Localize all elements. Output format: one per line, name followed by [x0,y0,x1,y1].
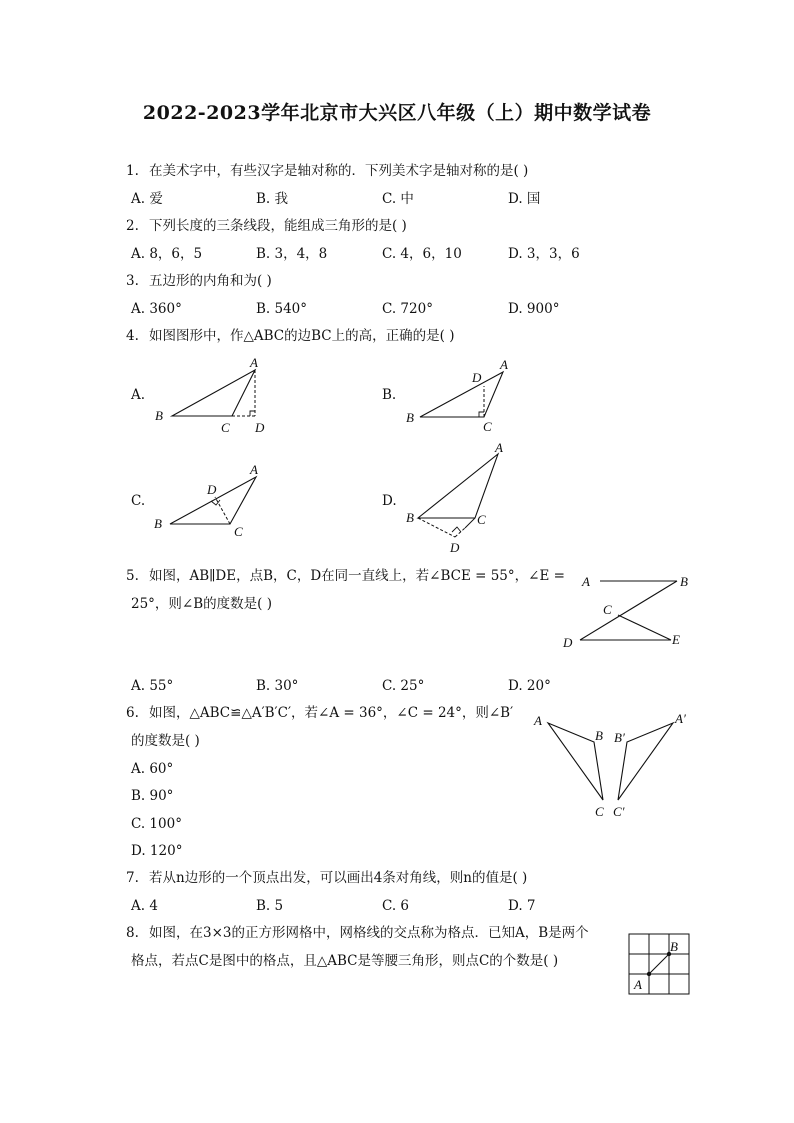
q2-number: 2. [126,218,139,234]
q4a-label-c: C [221,420,230,435]
q6-option-b[interactable]: B. 90° [131,788,174,804]
q4-option-a[interactable]: A. [131,387,146,403]
q2-text: 下列长度的三条线段，能组成三角形的是( ) [149,218,407,234]
q5-option-a[interactable]: A. 55° [131,678,174,694]
q4-number: 4. [126,328,139,344]
q5-text-line2: 25°，则∠B的度数是( ) [131,596,272,612]
q3-option-d[interactable]: D. 900° [508,301,560,317]
q6-option-d[interactable]: D. 120° [131,843,183,859]
q2-option-c[interactable]: C. 4，6，10 [382,246,462,262]
q3-option-c[interactable]: C. 720° [382,301,433,317]
q4c-label-b: B [154,516,162,531]
q7-option-b[interactable]: B. 5 [256,898,284,914]
q7-option-d[interactable]: D. 7 [508,898,536,914]
q6-option-a[interactable]: A. 60° [131,761,174,777]
q4d-label-a: A [495,440,503,455]
q4a-label-b: B [155,408,163,423]
q1-option-c[interactable]: C. 中 [382,191,414,207]
q6-label-a: A [534,713,542,728]
q4b-label-c: C [483,419,492,434]
q8-grid-figure [625,930,695,1000]
page-title: 2022-2023学年北京市大兴区八年级（上）期中数学试卷 [142,102,652,124]
q5-number: 5. [126,568,139,584]
q5-label-d: D [563,635,573,650]
q4c-label-d: D [207,482,217,497]
q7-text: 若从n边形的一个顶点出发，可以画出4条对角线，则n的值是( ) [149,870,528,886]
q4-figure-d [400,440,530,560]
q8-text-line1: 如图，在3×3的正方形网格中，网格线的交点称为格点．已知A，B是两个 [149,925,589,941]
q4-figure-b [400,352,530,437]
q5-option-d[interactable]: D. 20° [508,678,551,694]
q5-label-a: A [582,574,590,589]
q7-option-a[interactable]: A. 4 [131,898,158,914]
q4-figure-a [150,352,280,437]
q2-option-a[interactable]: A. 8，6，5 [131,246,203,262]
q6-label-a-prime: A′ [675,711,686,726]
q1-option-d[interactable]: D. 国 [508,191,541,207]
q5-option-c[interactable]: C. 25° [382,678,425,694]
q4a-label-d: D [255,420,265,435]
q6-label-c-prime: C′ [613,804,625,819]
q8-label-a: A [634,977,642,992]
q8-number: 8. [126,925,139,941]
q5-label-c: C [603,602,612,617]
q6-text-line2: 的度数是( ) [131,733,200,749]
q4d-label-d: D [450,540,460,555]
q6-figure [528,705,708,825]
q6-label-b: B [595,728,603,743]
q4c-label-a: A [250,462,258,477]
q4-option-d[interactable]: D. [382,493,397,509]
q2-option-d[interactable]: D. 3，3，6 [508,246,580,262]
q6-label-b-prime: B′ [614,730,625,745]
q5-label-b: B [680,574,688,589]
q8-text-line2: 格点，若点C是图中的格点，且△ABC是等腰三角形，则点C的个数是( ) [131,953,559,969]
q4-figure-c [150,460,280,545]
q4c-label-c: C [234,524,243,539]
q6-label-c: C [595,804,604,819]
q4-text: 如图图形中，作△ABC的边BC上的高，正确的是( ) [149,328,455,344]
q7-option-c[interactable]: C. 6 [382,898,410,914]
q3-option-b[interactable]: B. 540° [256,301,308,317]
q6-option-c[interactable]: C. 100° [131,816,182,832]
q1-text: 在美术字中，有些汉字是轴对称的．下列美术字是轴对称的是( ) [149,163,529,179]
q5-text-line1: 如图，AB∥DE，点B，C，D在同一直线上，若∠BCE = 55°，∠E = [149,568,565,584]
q4-option-c[interactable]: C. [131,493,146,509]
q3-text: 五边形的内角和为( ) [149,273,272,289]
q5-option-b[interactable]: B. 30° [256,678,299,694]
q4b-label-b: B [406,410,414,425]
q1-option-b[interactable]: B. 我 [256,191,289,207]
q8-label-b: B [670,939,678,954]
q7-number: 7. [126,870,139,886]
q1-option-a[interactable]: A. 爱 [131,191,163,207]
q4d-label-b: B [406,510,414,525]
q2-option-b[interactable]: B. 3，4，8 [256,246,328,262]
q4-option-b[interactable]: B. [382,387,397,403]
q4a-label-a: A [250,355,258,370]
q5-label-e: E [672,632,680,647]
q5-figure [560,568,700,653]
q1-number: 1. [126,163,139,179]
q6-number: 6. [126,705,139,721]
q4d-label-c: C [477,512,486,527]
q3-option-a[interactable]: A. 360° [131,301,182,317]
q4b-label-a: A [500,357,508,372]
q3-number: 3. [126,273,139,289]
q6-text-line1: 如图，△ABC≌△A′B′C′，若∠A = 36°，∠C = 24°，则∠B′ [149,705,514,721]
q4b-label-d: D [472,370,482,385]
